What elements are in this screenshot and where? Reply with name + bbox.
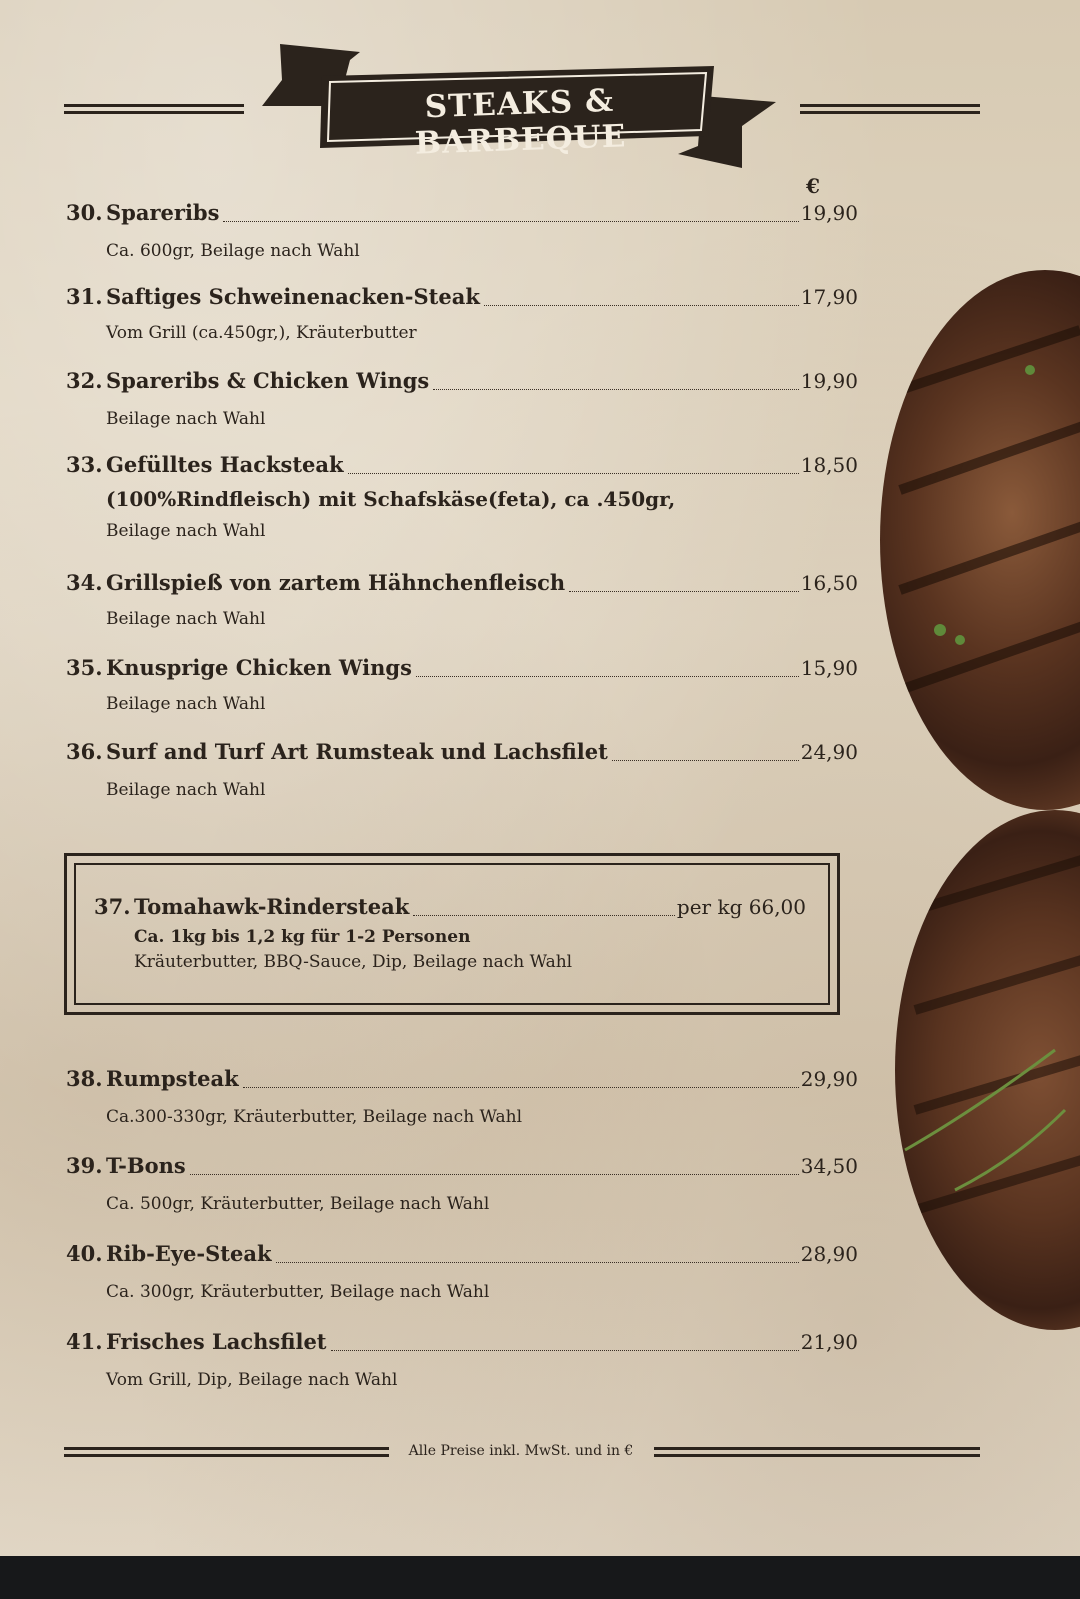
- item-description: Ca. 300gr, Kräuterbutter, Beilage nach Wahl: [106, 1282, 490, 1302]
- item-description: Ca. 500gr, Kräuterbutter, Beilage nach Wahl: [106, 1194, 490, 1214]
- menu-item: [66, 1241, 858, 1307]
- item-description: Beilage nach Wahl: [106, 409, 266, 429]
- item-name: Gefülltes Hacksteak: [106, 452, 344, 477]
- item-number: 33.: [66, 452, 103, 477]
- leader-dots: [416, 675, 799, 677]
- item-name: Grillspieß von zartem Hähnchenfleisch: [106, 570, 566, 595]
- item-description: Beilage nach Wahl: [106, 609, 266, 629]
- menu-item: [66, 570, 858, 634]
- leader-dots: [569, 590, 799, 592]
- leader-dots: [433, 388, 799, 390]
- leader-dots: [243, 1086, 799, 1088]
- menu-item: [66, 1329, 858, 1395]
- menu-item: [66, 739, 858, 805]
- footer-rule-left: [64, 1447, 389, 1457]
- item-description: Ca. 600gr, Beilage nach Wahl: [106, 241, 360, 261]
- item-price: per kg 66,00: [676, 895, 806, 919]
- leader-dots: [331, 1349, 799, 1351]
- price-note: Alle Preise inkl. MwSt. und in €: [408, 1443, 634, 1459]
- item-number: 31.: [66, 284, 103, 309]
- item-price: 19,90: [800, 369, 858, 393]
- item-number: 38.: [66, 1066, 103, 1091]
- item-name: Spareribs: [106, 200, 220, 225]
- item-name: Tomahawk-Rindersteak: [134, 894, 410, 919]
- item-description: Vom Grill (ca.450gr,), Kräuterbutter: [106, 323, 417, 343]
- item-description: Beilage nach Wahl: [106, 521, 266, 541]
- item-name: Rumpsteak: [106, 1066, 239, 1091]
- item-number: 39.: [66, 1153, 103, 1178]
- item-price: 29,90: [800, 1067, 858, 1091]
- item-price: 24,90: [800, 740, 858, 764]
- leader-dots: [413, 914, 675, 916]
- item-number: 34.: [66, 570, 103, 595]
- menu-item: [66, 452, 858, 546]
- menu-item: [66, 368, 858, 434]
- item-number: 32.: [66, 368, 103, 393]
- leader-dots: [190, 1173, 799, 1175]
- item-price: 21,90: [800, 1330, 858, 1354]
- item-description-main: Ca. 1kg bis 1,2 kg für 1-2 Personen: [134, 927, 471, 947]
- item-name: T-Bons: [106, 1153, 186, 1178]
- special-menu-item: [94, 894, 806, 974]
- menu-item: [66, 655, 858, 719]
- leader-dots: [223, 220, 798, 222]
- menu-item: [66, 284, 858, 348]
- screen-bottom-bar: [0, 1556, 1080, 1599]
- menu-item: [66, 200, 858, 266]
- item-price: 19,90: [800, 201, 858, 225]
- item-name: Rib-Eye-Steak: [106, 1241, 272, 1266]
- leader-dots: [612, 759, 799, 761]
- section-title: STEAKS & BARBEQUE: [414, 82, 627, 162]
- item-number: 35.: [66, 655, 103, 680]
- currency-label: €: [806, 174, 820, 198]
- item-description: Beilage nach Wahl: [106, 780, 266, 800]
- item-description-main: (100%Rindfleisch) mit Schafskäse(feta), ca .450gr,: [106, 487, 676, 511]
- item-name: Surf and Turf Art Rumsteak und Lachsfilet: [106, 739, 608, 764]
- steak-image-bottom: [895, 810, 1080, 1330]
- leader-dots: [276, 1261, 799, 1263]
- grill-marks-icon: [880, 270, 1080, 810]
- item-name: Spareribs & Chicken Wings: [106, 368, 430, 393]
- menu-item: [66, 1153, 858, 1219]
- item-description: Vom Grill, Dip, Beilage nach Wahl: [106, 1370, 398, 1390]
- item-number: 37.: [94, 894, 131, 919]
- herb-icon: [895, 810, 1080, 1330]
- item-name: Saftiges Schweinenacken-Steak: [106, 284, 480, 309]
- item-price: 28,90: [800, 1242, 858, 1266]
- item-number: 40.: [66, 1241, 103, 1266]
- steak-image-top: [880, 270, 1080, 810]
- footer-rule-right: [654, 1447, 980, 1457]
- item-description: Ca.300-330gr, Kräuterbutter, Beilage nach Wahl: [106, 1107, 523, 1127]
- header-rule-left: [64, 104, 244, 114]
- item-price: 16,50: [800, 571, 858, 595]
- item-price: 17,90: [800, 285, 858, 309]
- item-name: Frisches Lachsfilet: [106, 1329, 327, 1354]
- item-price: 18,50: [800, 453, 858, 477]
- item-price: 34,50: [800, 1154, 858, 1178]
- item-description: Beilage nach Wahl: [106, 694, 266, 714]
- item-number: 36.: [66, 739, 103, 764]
- item-number: 30.: [66, 200, 103, 225]
- leader-dots: [348, 472, 799, 474]
- header-rule-right: [800, 104, 980, 114]
- item-description: Kräuterbutter, BBQ-Sauce, Dip, Beilage nach Wahl: [134, 952, 573, 972]
- leader-dots: [484, 304, 799, 306]
- item-price: 15,90: [800, 656, 858, 680]
- item-name: Knusprige Chicken Wings: [106, 655, 412, 680]
- item-number: 41.: [66, 1329, 103, 1354]
- menu-item: [66, 1066, 858, 1132]
